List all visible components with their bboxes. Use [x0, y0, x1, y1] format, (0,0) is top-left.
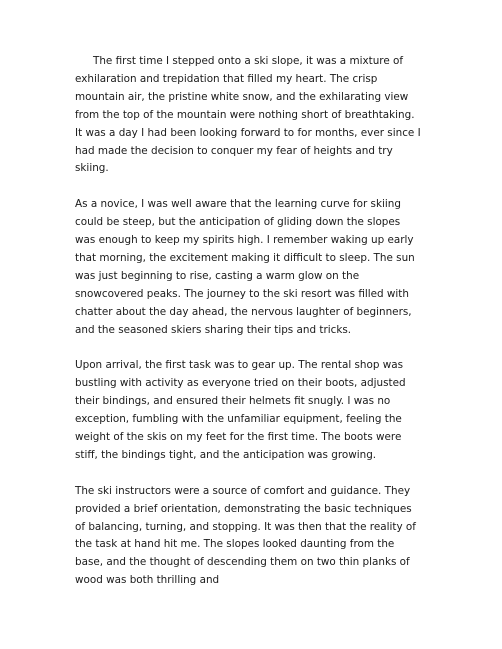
- paragraph-4: The ski instructors were a source of comfort and guidance. They provided a brief orientation, demonstrating the basic techniques of balancing, turning, and stopping. It was then that the reality of the task at hand hit me. The slopes looked daunting from the base, and the thought of descending them on two thin planks of wood was both thrilling and: [75, 484, 416, 587]
- document-body: [75, 53, 423, 608]
- paragraph-2: As a novice, I was well aware that the learning curve for skiing could be steep, but the anticipation of gliding down the slopes was enough to keep my spirits high. I remember waking up early that morning, the excitement making it difficult to sleep. The sun was just beginning to rise, casting a warm glow on the snowcovered peaks. The journey to the ski resort was filled with chatter about the day ahead, the nervous laughter of beginners, and the seasoned skiers sharing their tips and tricks.: [75, 198, 415, 336]
- paragraph-1: The first time I stepped onto a ski slope, it was a mixture of exhilaration and trepidation that filled my heart. The crisp mountain air, the pristine white snow, and the exhilarating view from the top of the mountain were nothing short of breathtaking. It was a day I had been looking forward to for months, ever since I had made the decision to conquer my fear of heights and try skiing.: [75, 55, 421, 175]
- paragraph-3: Upon arrival, the first task was to gear up. The rental shop was bustling with activity as everyone tried on their boots, adjusted their bindings, and ensured their helmets fit snugly. I was no exception, fumbling with the unfamiliar equipment, feeling the weight of the skis on my feet for the first time. The boots were stiff, the bindings tight, and the anticipation was growing.: [75, 359, 406, 461]
